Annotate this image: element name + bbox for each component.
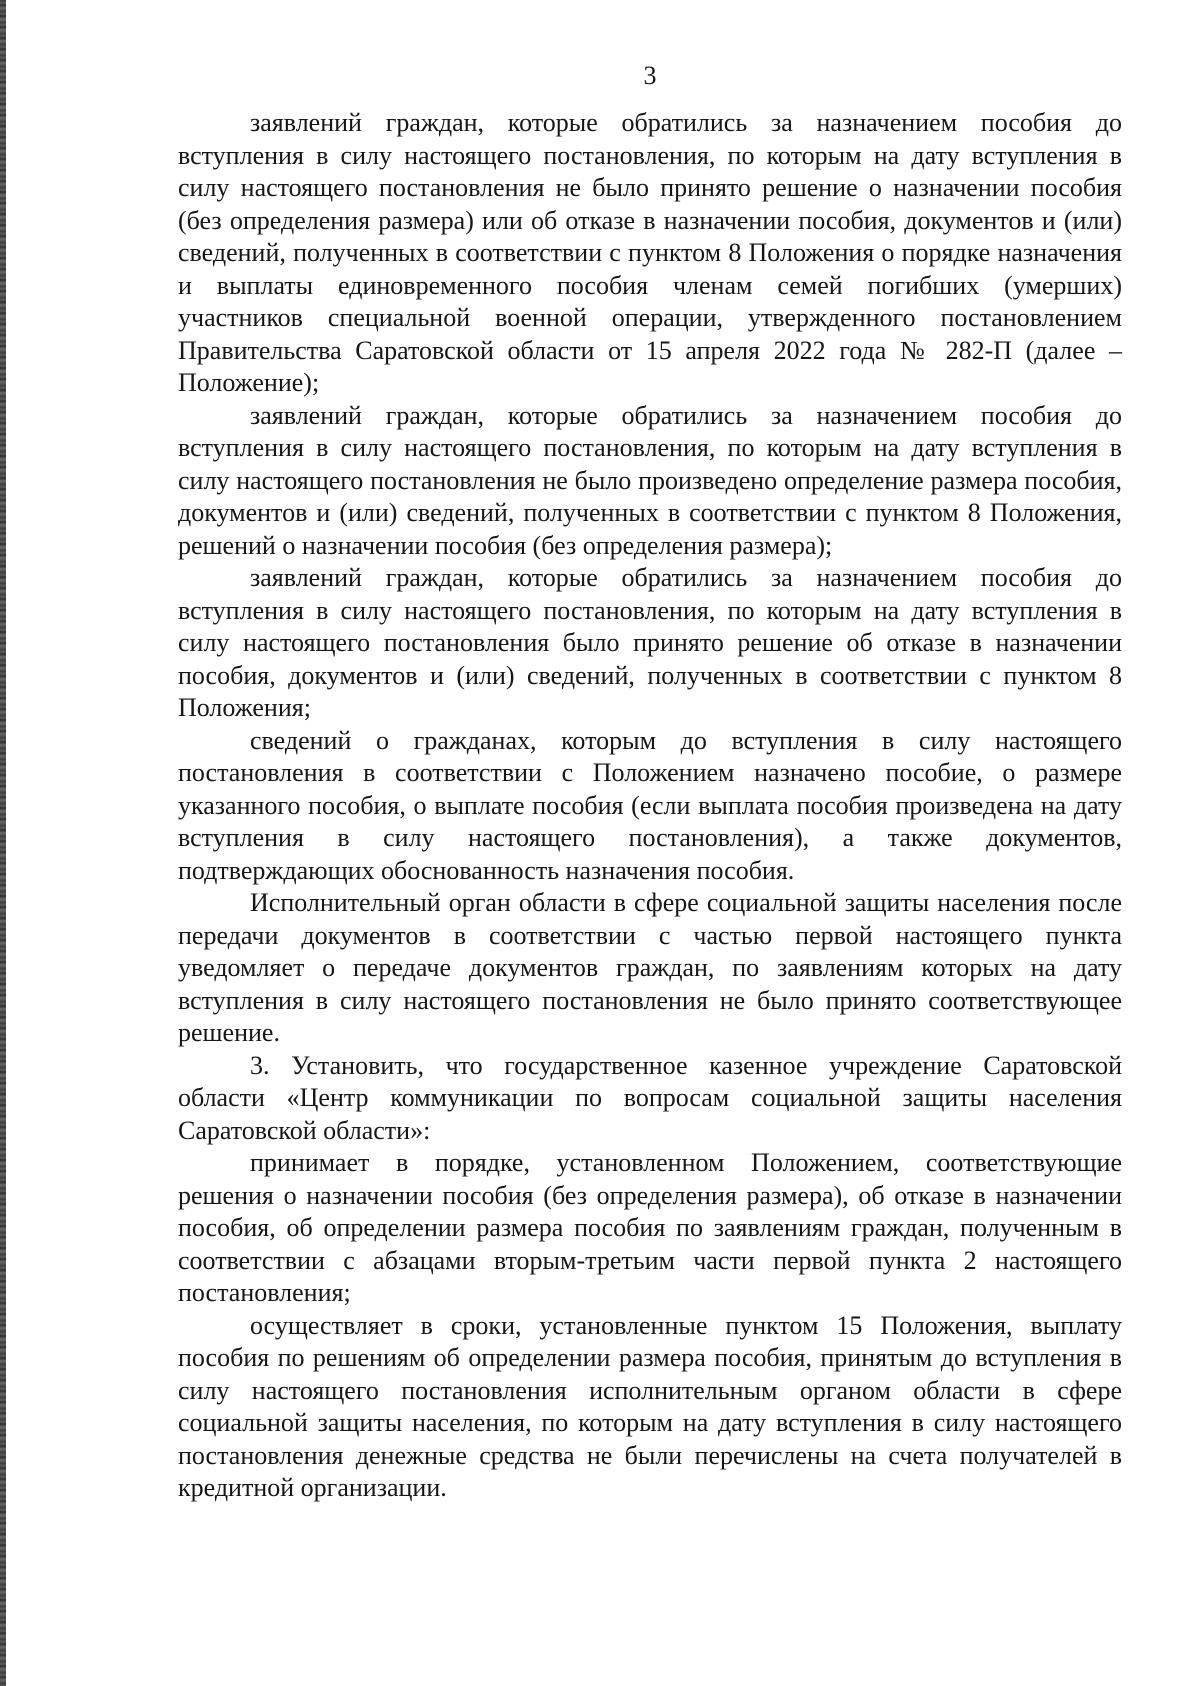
paragraph-4: сведений о гражданах, которым до вступления в силу настоящего постановления в соответствии с Положением назначено пособие, о размере указанного пособия, о выплате пособия (если выплата пособия произведена на дату вступления в силу настоящего постановления), а также документов, подтверждающих обоснованность назначения пособия. xyxy=(178,725,1122,885)
paragraph-5: Исполнительный орган области в сфере социальной защиты населения после передачи документов в соответствии с частью первой настоящего пункта уведомляет о передаче документов граждан, по заявлениям которых на дату вступления в силу настоящего постановления не было принято соответствующее решение. xyxy=(178,888,1122,1047)
scan-border xyxy=(0,0,6,1686)
paragraph-7: принимает в порядке, установленном Положением, соответствующие решения о назначении пособия (без определения размера), об отказе в назначении пособия, об определении размера пособия по заявлениям граждан, полученным в соответствии с абзацами вторым-третьим части первой пункта 2 настоящего постановления; xyxy=(178,1148,1122,1307)
document-body xyxy=(178,107,1122,1505)
paragraph-8: осуществляет в сроки, установленные пунктом 15 Положения, выплату пособия по решениям об определении размера пособия, принятым до вступления в силу настоящего постановления исполнительным органом области в сфере социальной защиты населения, по которым на дату вступления в силу настоящего постановления денежные средства не были перечислены на счета получателей в кредитной организации. xyxy=(178,1310,1122,1502)
page-number: 3 xyxy=(643,61,657,90)
paragraph-1: заявлений граждан, которые обратились за назначением пособия до вступления в силу настоящего постановления, по которым на дату вступления в силу настоящего постановления не было принято решение о назначении пособия (без определения размера) или об отказе в назначении пособия, документов и (или) сведений, полученных в соответствии с пунктом 8 Положения о порядке назначения и выплаты единовременного пособия членам семей погибших (умерших) участников специальной военной операции, утвержденного постановлением Правительства Саратовской области от 15 апреля 2022 года № 282-П (далее – Положение); xyxy=(178,108,1122,397)
paragraph-3: заявлений граждан, которые обратились за назначением пособия до вступления в силу настоящего постановления, по которым на дату вступления в силу настоящего постановления было принято решение об отказе в назначении пособия, документов и (или) сведений, полученных в соответствии с пунктом 8 Положения; xyxy=(178,563,1122,722)
paragraph-6: 3. Установить, что государственное казенное учреждение Саратовской области «Центр коммуникации по вопросам социальной защиты населения Саратовской области»: xyxy=(178,1050,1122,1145)
paragraph-2: заявлений граждан, которые обратились за назначением пособия до вступления в силу настоящего постановления, по которым на дату вступления в силу настоящего постановления не было произведено определение размера пособия, документов и (или) сведений, полученных в соответствии с пунктом 8 Положения, решений о назначении пособия (без определения размера); xyxy=(178,400,1122,560)
